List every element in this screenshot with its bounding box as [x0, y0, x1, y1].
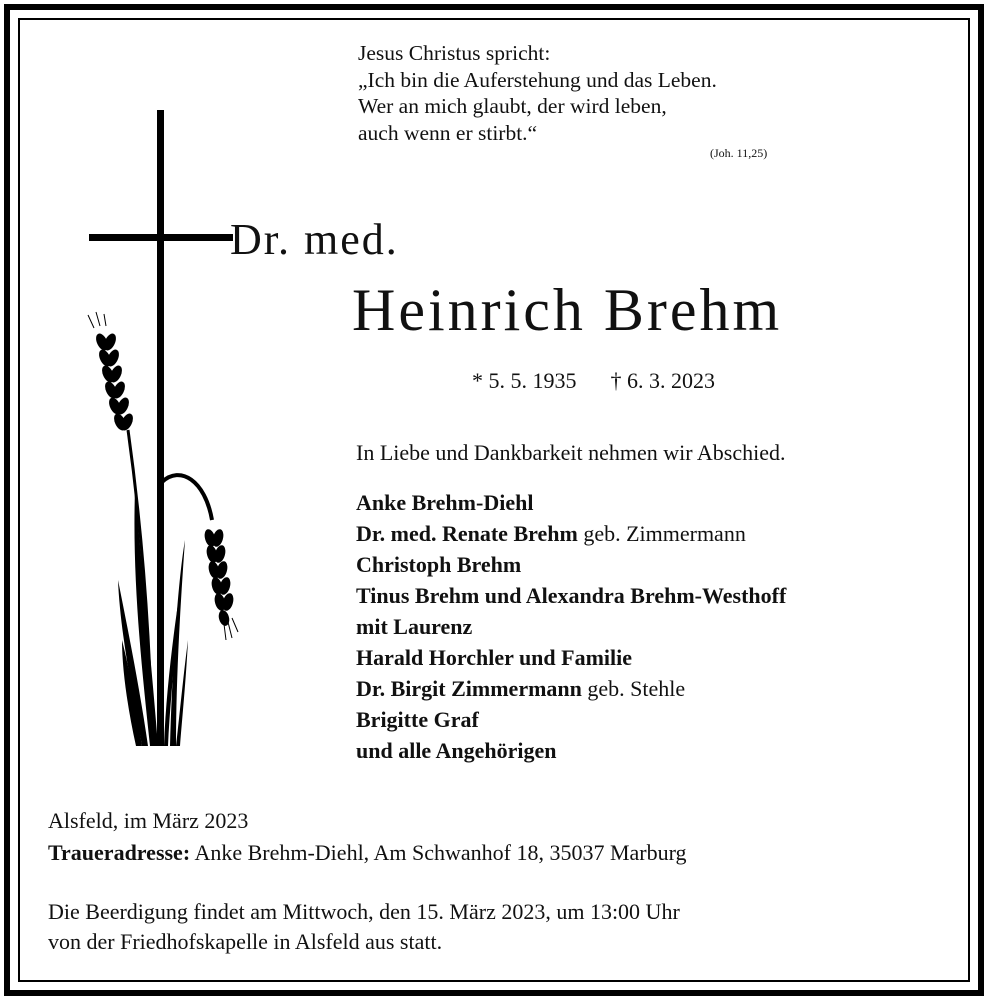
mourner-name: Christoph Brehm — [356, 552, 522, 577]
mourner-row — [356, 518, 786, 549]
deceased-title: Dr. med. — [230, 215, 399, 264]
quote-line: „Ich bin die Auferstehung und das Leben. — [358, 67, 717, 92]
mourner-name: und alle Angehörigen — [356, 738, 557, 763]
mourner-name: mit Laurenz — [356, 614, 473, 639]
mourner-row — [356, 487, 786, 518]
life-dates — [472, 368, 715, 394]
mourner-row — [356, 704, 786, 735]
mourner-row — [356, 642, 786, 673]
mourner-row — [356, 611, 786, 642]
mourners-list — [356, 487, 786, 766]
bible-quote — [358, 40, 717, 146]
quote-line: auch wenn er stirbt.“ — [358, 120, 538, 145]
death-date: † 6. 3. 2023 — [610, 368, 715, 393]
funeral-line: von der Friedhofskapelle in Alsfeld aus statt. — [48, 929, 443, 954]
quote-line: Wer an mich glaubt, der wird leben, — [358, 94, 667, 118]
cross-with-wheat-icon — [80, 110, 250, 750]
mourner-name: Harald Horchler und Familie — [356, 645, 633, 670]
mourner-note: geb. Zimmermann — [577, 521, 746, 546]
mourning-address — [48, 840, 687, 866]
funeral-notice — [48, 897, 680, 957]
funeral-line: Die Beerdigung findet am Mittwoch, den 15. März 2023, um 13:00 Uhr — [48, 899, 680, 924]
address-label: Traueradresse: — [48, 840, 191, 865]
mourner-name: Dr. Birgit Zimmermann — [356, 676, 582, 701]
deceased-name: Heinrich Brehm — [352, 277, 783, 343]
mourner-row — [356, 580, 786, 611]
place-date: Alsfeld, im März 2023 — [48, 808, 249, 833]
birth-date: * 5. 5. 1935 — [472, 368, 577, 393]
mourner-name: Tinus Brehm und Alexandra Brehm-Westhoff — [356, 583, 787, 608]
mourner-row — [356, 673, 786, 704]
mourner-row — [356, 735, 786, 766]
mourner-name: Anke Brehm-Diehl — [356, 490, 534, 515]
mourner-name: Brigitte Graf — [356, 707, 479, 732]
mourner-row — [356, 549, 786, 580]
quote-line: Jesus Christus spricht: — [358, 41, 551, 65]
mourner-name: Dr. med. Renate Brehm — [356, 521, 578, 546]
quote-reference: (Joh. 11,25) — [710, 146, 768, 160]
mourner-note: geb. Stehle — [581, 676, 686, 701]
address-value: Anke Brehm-Diehl, Am Schwanhof 18, 35037 Marburg — [190, 840, 687, 865]
farewell-text: In Liebe und Dankbarkeit nehmen wir Abschied. — [356, 440, 786, 465]
